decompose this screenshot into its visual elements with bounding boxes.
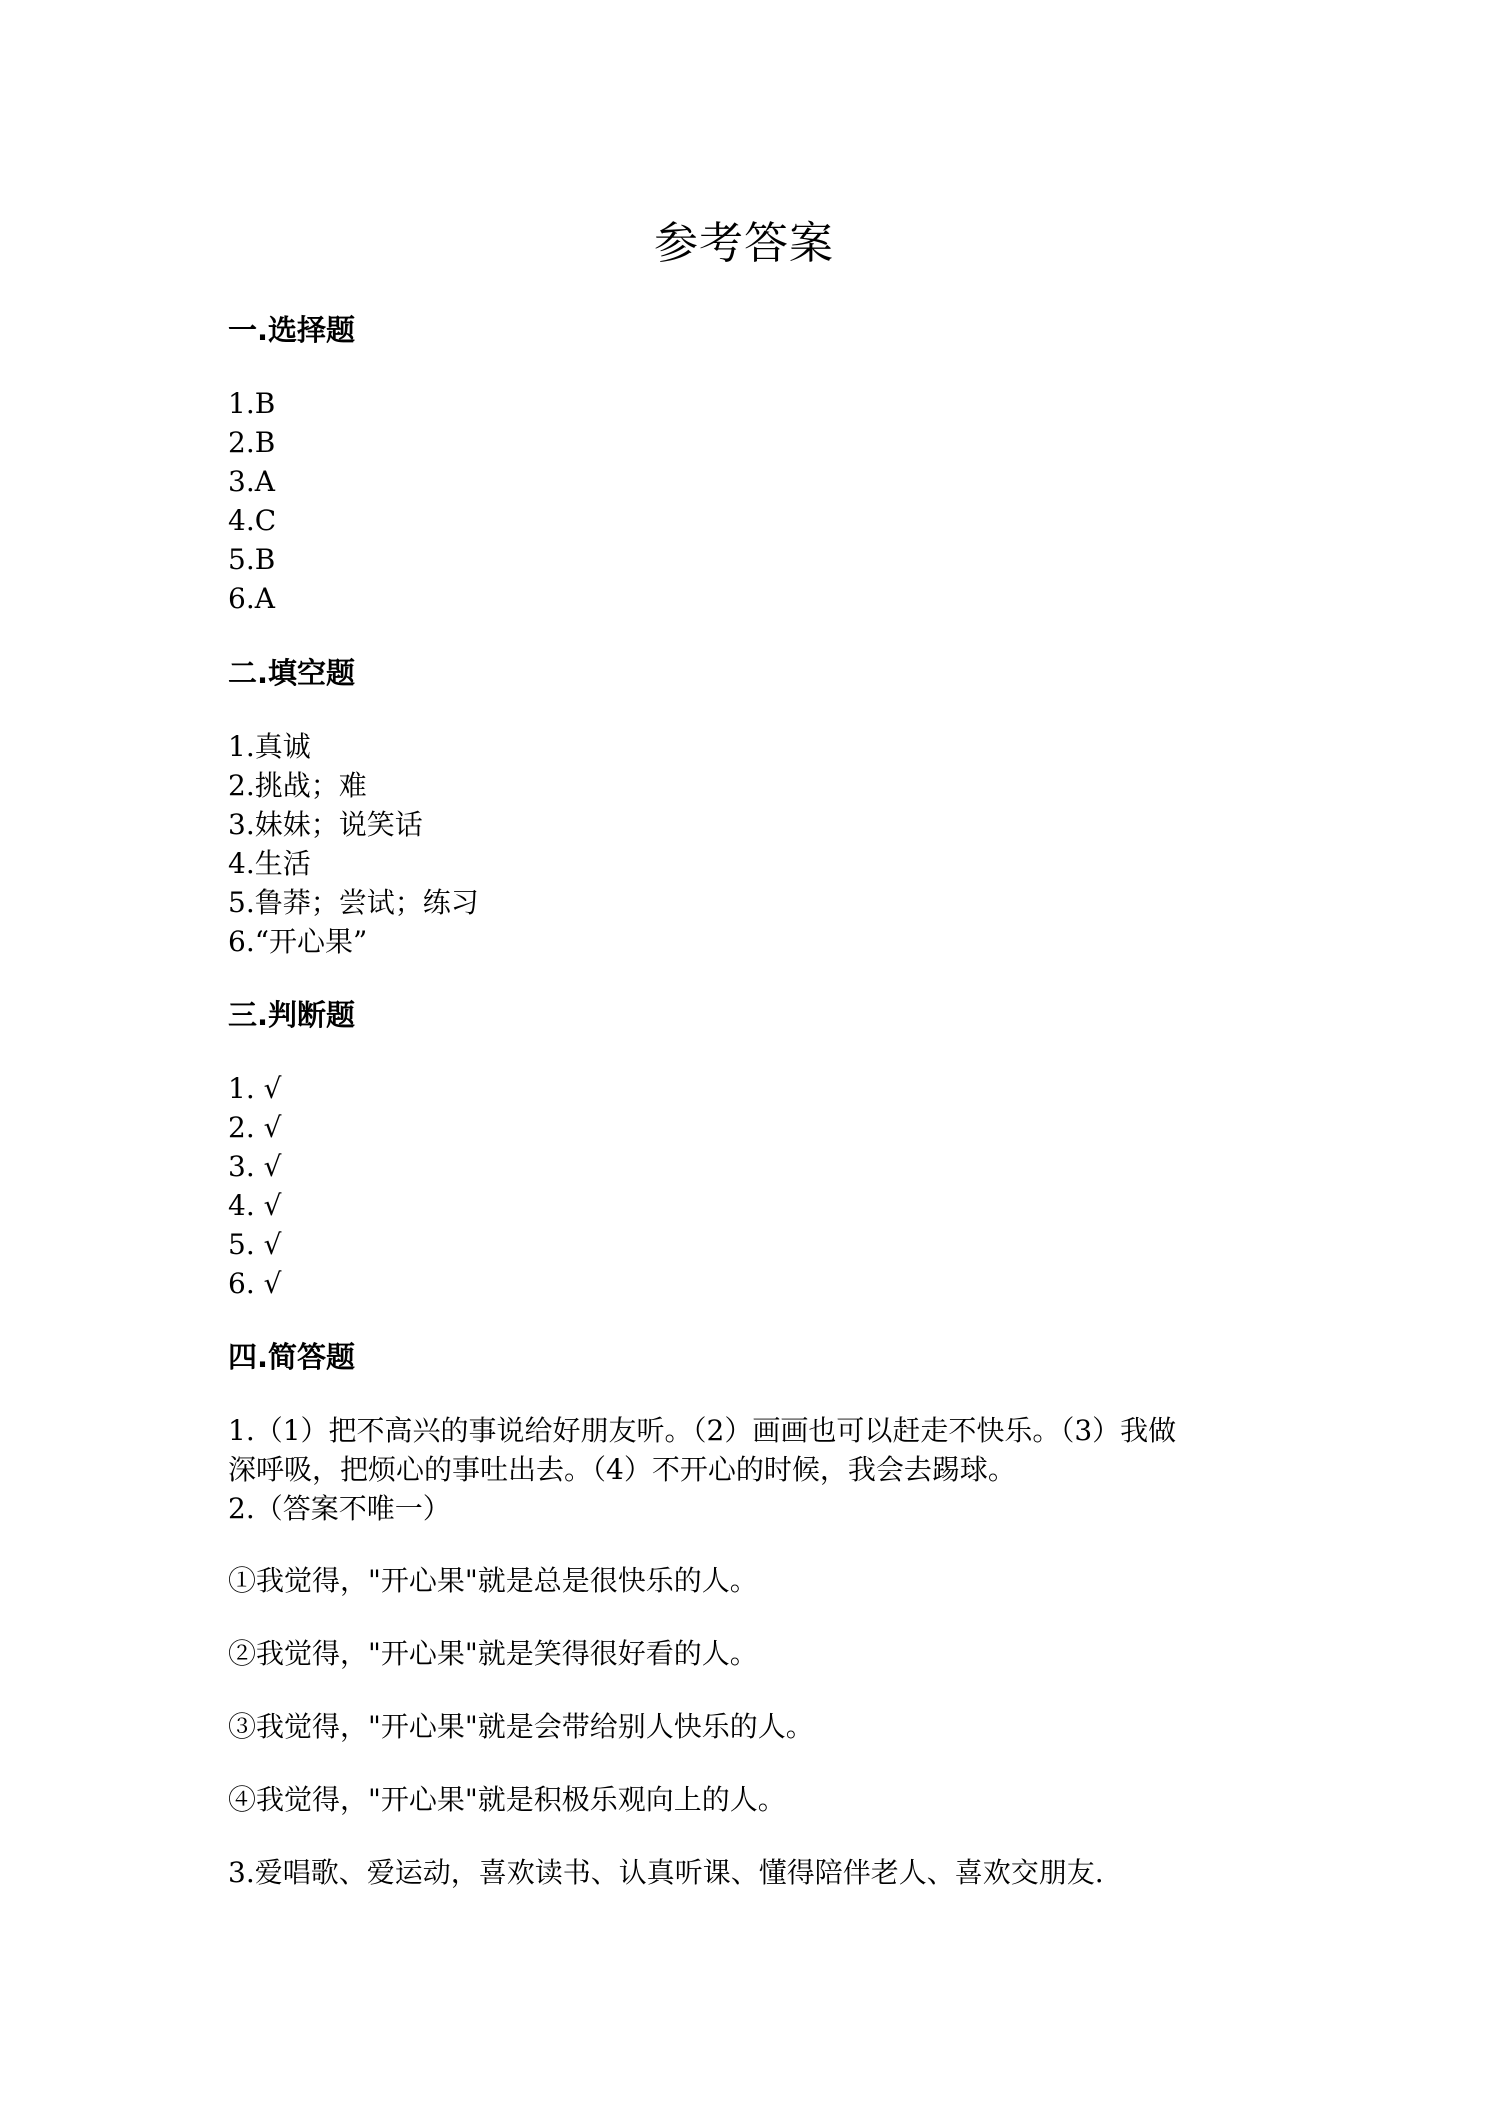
answer-item: 4.生活 (228, 847, 311, 880)
answer-item: 4.C (228, 504, 277, 537)
answer-item: 1.（1）把不高兴的事说给好朋友听。（2）画画也可以赶走不快乐。（3）我做 (228, 1414, 1177, 1447)
answer-item: 2.挑战；难 (228, 769, 367, 802)
answer-item: 3. √ (228, 1150, 282, 1183)
answer-item: 1. √ (228, 1072, 282, 1105)
answer-item: 5.鲁莽；尝试；练习 (228, 886, 479, 919)
answer-item: 2.（答案不唯一） (228, 1492, 451, 1525)
answer-item: ②我觉得，"开心果"就是笑得很好看的人。 (228, 1637, 758, 1670)
answer-item: 2.B (228, 426, 276, 459)
answer-item: ③我觉得，"开心果"就是会带给别人快乐的人。 (228, 1710, 814, 1743)
answer-item: 1.真诚 (228, 730, 311, 763)
answer-item: 5.B (228, 543, 276, 576)
answer-item: 1.B (228, 387, 276, 420)
answer-item: ④我觉得，"开心果"就是积极乐观向上的人。 (228, 1783, 786, 1816)
section-heading-short-answer: 四.简答题 (228, 1340, 356, 1374)
answer-item: 2. √ (228, 1111, 282, 1144)
answer-item: 3.爱唱歌、爱运动，喜欢读书、认真听课、懂得陪伴老人、喜欢交朋友. (228, 1856, 1104, 1889)
section-heading-fill-in-blank: 二.填空题 (228, 656, 356, 690)
answer-item: 深呼吸，把烦心的事吐出去。（4）不开心的时候，我会去踢球。 (228, 1453, 1016, 1486)
answer-item: 6.“开心果” (228, 925, 368, 958)
answer-item: 6.A (228, 582, 275, 615)
answer-item: ①我觉得，"开心果"就是总是很快乐的人。 (228, 1564, 758, 1597)
section-heading-multiple-choice: 一.选择题 (228, 313, 356, 347)
answer-item: 4. √ (228, 1189, 282, 1222)
answer-item: 3.妹妹；说笑话 (228, 808, 423, 841)
answer-item: 3.A (228, 465, 275, 498)
page-title: 参考答案 (654, 218, 834, 269)
answer-item: 5. √ (228, 1228, 282, 1261)
section-heading-true-false: 三.判断题 (228, 998, 356, 1032)
answer-item: 6. √ (228, 1267, 282, 1300)
